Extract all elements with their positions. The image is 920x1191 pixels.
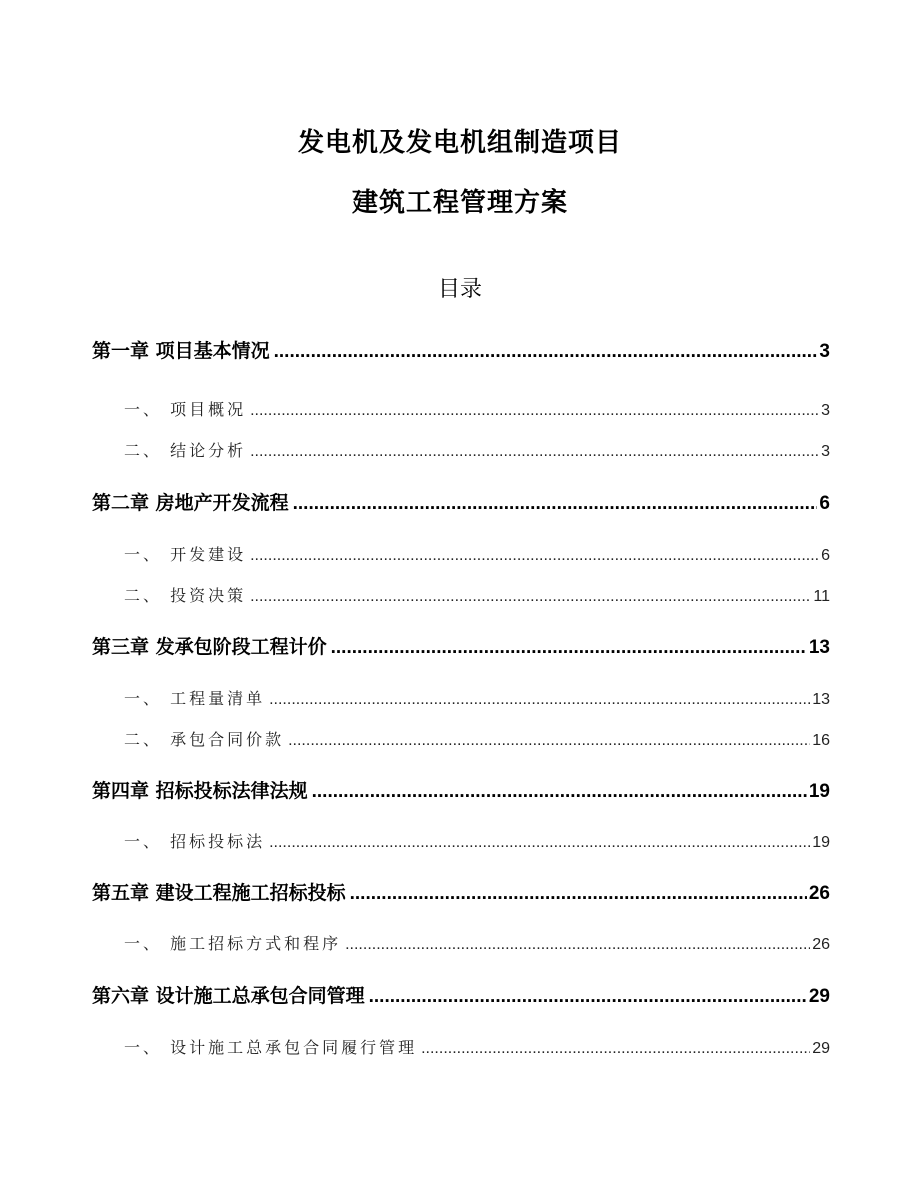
toc-section-3-2[interactable] — [124, 727, 830, 750]
toc-leader-dots — [312, 781, 807, 803]
toc-chapter-1[interactable] — [92, 336, 830, 363]
toc-leader-dots — [274, 341, 818, 363]
toc-section-6-1[interactable] — [124, 1035, 830, 1058]
toc-leader-dots — [345, 936, 810, 954]
toc-entry-label: 一、 开发建设 — [124, 545, 247, 564]
toc-entry-label: 第二章 房地产开发流程 — [92, 492, 289, 514]
toc-section-1-1[interactable] — [124, 397, 830, 420]
toc-leader-dots — [331, 637, 807, 659]
document-title-line-2: 建筑工程管理方案 — [351, 188, 568, 218]
toc-leader-dots — [250, 402, 819, 420]
toc-leader-dots — [269, 834, 810, 852]
toc-chapter-3[interactable] — [92, 632, 830, 659]
toc-page-number: 6 — [819, 493, 830, 514]
toc-leader-dots — [421, 1040, 810, 1058]
toc-leader-dots — [250, 588, 811, 606]
toc-section-3-1[interactable] — [124, 686, 830, 709]
toc-page-number: 13 — [812, 691, 830, 708]
toc-section-2-1[interactable] — [124, 542, 830, 565]
toc-leader-dots — [293, 493, 818, 515]
toc-page-number: 26 — [808, 883, 830, 904]
toc-leader-dots — [288, 732, 810, 750]
toc-page-number: 13 — [808, 637, 830, 658]
toc-leader-dots — [269, 691, 810, 709]
toc-leader-dots — [350, 883, 807, 905]
toc-section-1-2[interactable] — [124, 438, 830, 461]
toc-page-number: 26 — [812, 936, 830, 953]
toc-leader-dots — [369, 986, 807, 1008]
toc-heading: 目录 — [437, 277, 482, 302]
toc-chapter-2[interactable] — [92, 488, 830, 515]
toc-entry-label: 二、 投资决策 — [124, 586, 247, 605]
toc-section-5-1[interactable] — [124, 931, 830, 954]
toc-chapter-6[interactable] — [92, 981, 830, 1008]
document-title-line-1: 发电机及发电机组制造项目 — [297, 128, 622, 158]
toc-page-number: 11 — [813, 588, 830, 605]
toc-leader-dots — [250, 547, 819, 565]
toc-page-number: 3 — [821, 402, 830, 419]
toc-entry-label: 一、 设计施工总承包合同履行管理 — [124, 1038, 418, 1057]
toc-entry-label: 二、 结论分析 — [124, 441, 247, 460]
toc-entry-label: 第四章 招标投标法律法规 — [92, 780, 308, 802]
toc-leader-dots — [250, 443, 819, 461]
toc-chapter-4[interactable] — [92, 776, 830, 803]
toc-page-number: 29 — [808, 986, 830, 1007]
toc-entry-label: 一、 项目概况 — [124, 400, 247, 419]
toc-entry-label: 第三章 发承包阶段工程计价 — [92, 636, 327, 658]
toc-entry-label: 第五章 建设工程施工招标投标 — [92, 882, 346, 904]
toc-entry-label: 第六章 设计施工总承包合同管理 — [92, 985, 365, 1007]
toc-page-number: 16 — [812, 732, 830, 749]
toc-page-number: 19 — [808, 781, 830, 802]
toc-page-number: 3 — [819, 341, 830, 362]
toc-page-number: 6 — [821, 547, 830, 564]
toc-page-number: 3 — [821, 443, 830, 460]
toc-page-number: 29 — [812, 1040, 830, 1057]
toc-chapter-5[interactable] — [92, 878, 830, 905]
toc-entry-label: 一、 工程量清单 — [124, 689, 266, 708]
toc-section-2-2[interactable] — [124, 583, 830, 606]
toc-entry-label: 第一章 项目基本情况 — [92, 340, 270, 362]
toc-entry-label: 二、 承包合同价款 — [124, 730, 285, 749]
toc-section-4-1[interactable] — [124, 829, 830, 852]
toc-page-number: 19 — [812, 834, 830, 851]
toc-entry-label: 一、 招标投标法 — [124, 832, 266, 851]
toc-entry-label: 一、 施工招标方式和程序 — [124, 934, 342, 953]
